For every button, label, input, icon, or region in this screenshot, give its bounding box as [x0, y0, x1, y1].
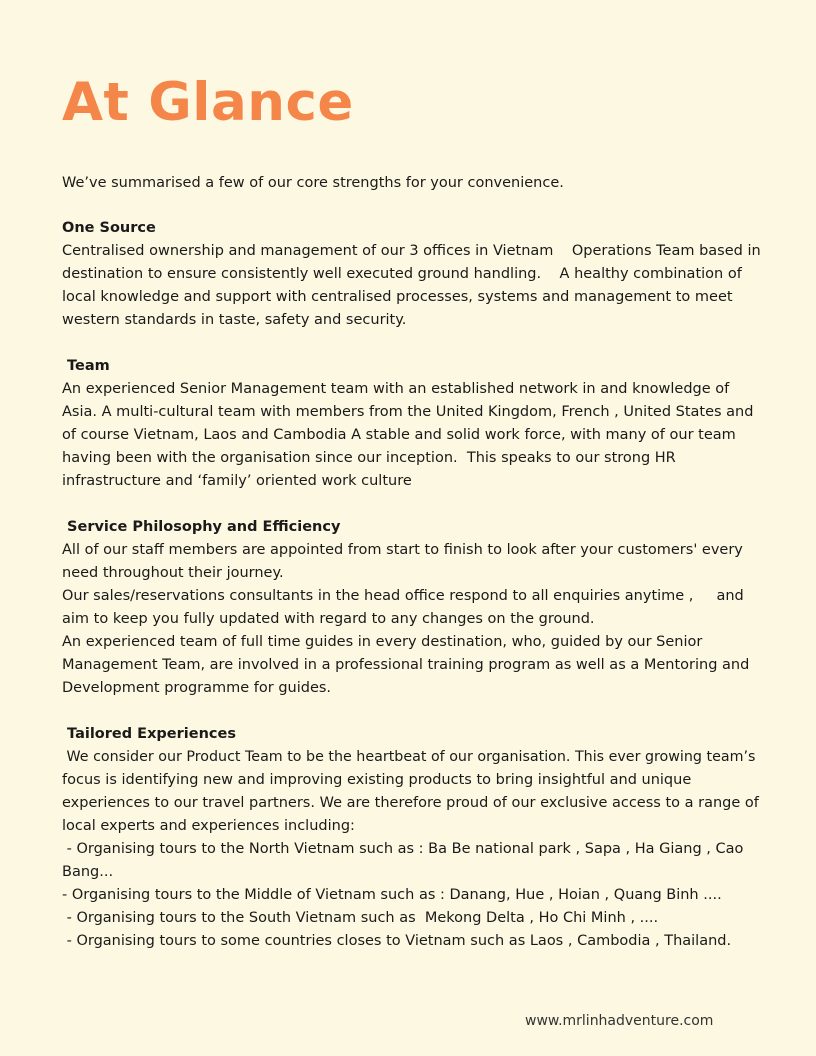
section-team	[62, 355, 762, 493]
paragraph-line: An experienced team of full time guides in every destination, who, guided by our Senior	[62, 634, 703, 650]
paragraph-line: local knowledge and support with centralised processes, systems and management to meet	[62, 289, 733, 305]
section-service-philosophy	[62, 516, 762, 700]
paragraph-line: We consider our Product Team to be the heartbeat of our organisation. This ever growing team’s	[62, 749, 756, 765]
paragraph-line: Centralised ownership and management of our 3 offices in Vietnam Operations Team based in	[62, 243, 761, 259]
paragraph-line: of course Vietnam, Laos and Cambodia A stable and solid work force, with many of our team	[62, 427, 736, 443]
list-item: - Organising tours to some countries closes to Vietnam such as Laos , Cambodia , Thailand.	[62, 933, 732, 949]
paragraph-line: having been with the organisation since our inception. This speaks to our strong HR	[62, 450, 676, 466]
paragraph-line: Asia. A multi-cultural team with members from the United Kingdom, French , United States and	[62, 404, 754, 420]
paragraph-line: need throughout their journey.	[62, 565, 284, 581]
list-item: Bang...	[62, 864, 114, 880]
paragraph-line: Management Team, are involved in a professional training program as well as a Mentoring and	[62, 657, 750, 673]
section-heading: Team	[62, 358, 110, 374]
list-item: - Organising tours to the South Vietnam such as Mekong Delta , Ho Chi Minh , ....	[62, 910, 659, 926]
paragraph-line: local experts and experiences including:	[62, 818, 355, 834]
section-heading: Service Philosophy and Efficiency	[62, 519, 341, 535]
paragraph-line: western standards in taste, safety and security.	[62, 312, 407, 328]
paragraph-line: Development programme for guides.	[62, 680, 332, 696]
paragraph-line: All of our staff members are appointed from start to finish to look after your customers' every	[62, 542, 743, 558]
paragraph-line: destination to ensure consistently well executed ground handling. A healthy combination of	[62, 266, 742, 282]
paragraph-line: focus is identifying new and improving existing products to bring insightful and unique	[62, 772, 692, 788]
paragraph-line: experiences to our travel partners. We are therefore proud of our exclusive access to a range of	[62, 795, 759, 811]
paragraph-line: infrastructure and ‘family’ oriented work culture	[62, 473, 412, 489]
section-heading: One Source	[62, 220, 156, 236]
paragraph-line: Our sales/reservations consultants in the head office respond to all enquiries anytime , and	[62, 588, 744, 604]
section-heading: Tailored Experiences	[62, 726, 236, 742]
intro-text: We’ve summarised a few of our core strengths for your convenience.	[62, 175, 564, 191]
section-one-source	[62, 217, 762, 332]
paragraph-line: An experienced Senior Management team with an established network in and knowledge of	[62, 381, 730, 397]
paragraph-line: aim to keep you fully updated with regard to any changes on the ground.	[62, 611, 595, 627]
website-link[interactable]: www.mrlinhadventure.com	[525, 1013, 714, 1029]
section-tailored-experiences	[62, 723, 762, 953]
list-item: - Organising tours to the Middle of Vietnam such as : Danang, Hue , Hoian , Quang Binh ....	[62, 887, 722, 903]
list-item: - Organising tours to the North Vietnam such as : Ba Be national park , Sapa , Ha Giang , Cao	[62, 841, 744, 857]
page-title: At Glance	[62, 72, 354, 133]
